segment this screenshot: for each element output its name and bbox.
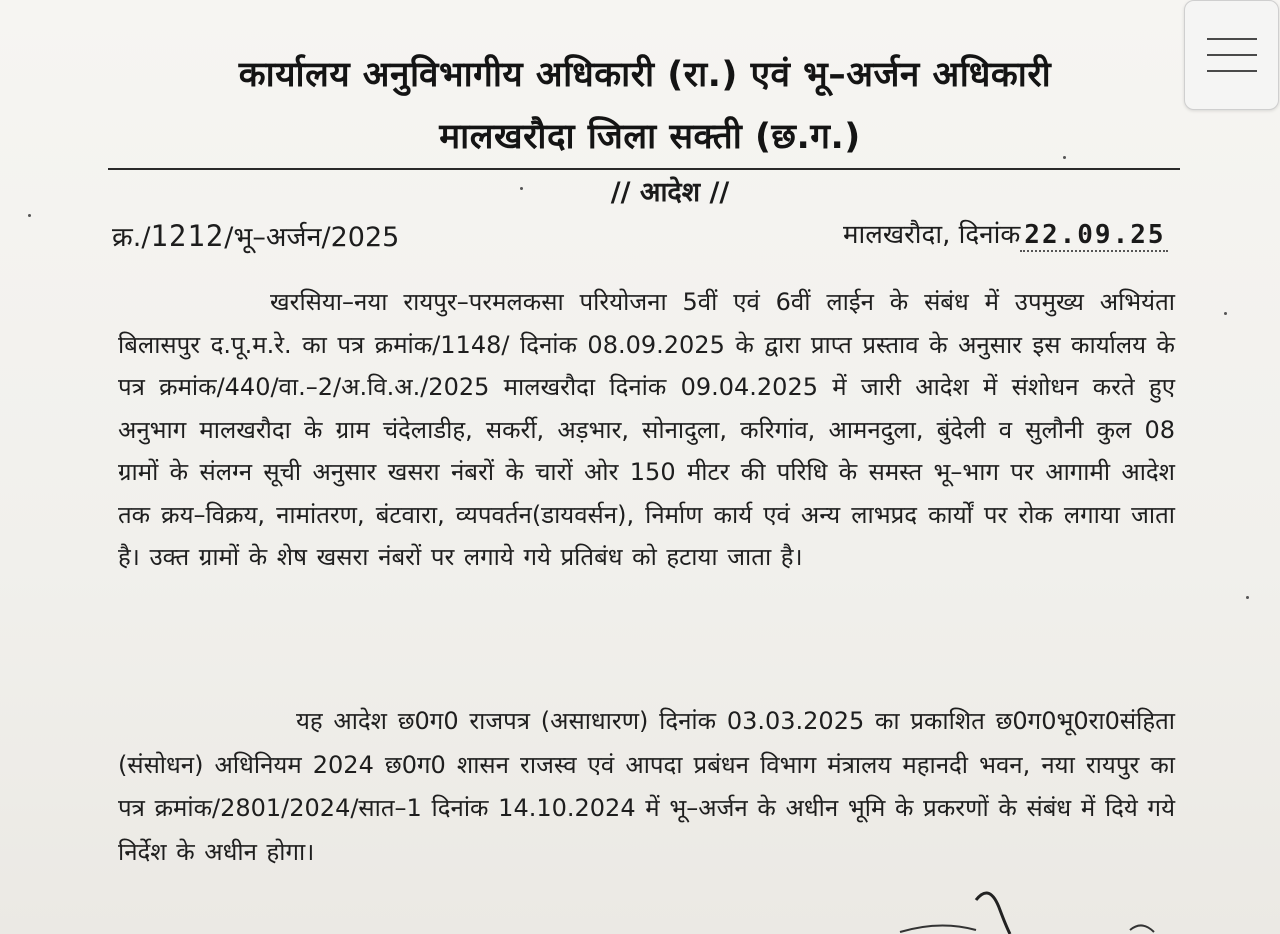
paper-speck [1224,312,1227,315]
menu-bar [1207,54,1257,56]
office-heading-line2: मालखरौदा जिला सक्ती (छ.ग.) [439,117,861,157]
date-label: मालखरौदा, दिनांक [843,220,1021,250]
reference-prefix: क्र./ [112,222,151,253]
hamburger-menu-icon[interactable] [1184,0,1279,110]
order-title: // आदेश // [610,177,730,208]
date-line [843,215,1168,251]
paper-speck [1063,156,1066,159]
menu-bar [1207,70,1257,72]
reference-number [112,217,399,254]
reference-handwritten-number: 1212 [150,219,225,253]
paper-speck [520,187,523,190]
paper-speck [1246,596,1249,599]
office-heading-line1: कार्यालय अनुविभागीय अधिकारी (रा.) एवं भू–अर्जन अधिकारी [238,55,1052,95]
order-paragraph-2: यह आदेश छ0ग0 राजपत्र (असाधारण) दिनांक 03.03.2025 का प्रकाशित छ0ग0भू0रा0संहिता (संसोधन) अधिनियम 2024 छ0ग0 शासन राजस्व एवं आपदा प्रबंधन विभाग मंत्रालय महानदी भवन, नया रायपुर का पत्र क्रमांक/2801/2024/सात–1 दिनांक 14.10.2024 में भू–अर्जन के अधीन भूमि के प्रकरणों के संबंध में दिये गये निर्देश के अधीन होगा। [118,707,1175,866]
order-paragraph-1: खरसिया–नया रायपुर–परमलकसा परियोजना 5वीं एवं 6वीं लाईन के संबंध में उपमुख्य अभियंता बिलासपुर द.पू.म.रे. का पत्र क्रमांक/1148/ दिनांक 08.09.2025 के द्वारा प्राप्त प्रस्ताव के अनुसार इस कार्यालय के पत्र क्रमांक/440/वा.–2/अ.वि.अ./2025 मालखरौदा दिनांक 09.04.2025 में जारी आदेश में संशोधन करते हुए अनुभाग मालखरौदा के ग्राम चंदेलाडीह, सकर्री, अड़भार, सोनादुला, करिगांव, आमनदुला, बुंदेली व सुलौनी कुल 08 ग्रामों के संलग्न सूची अनुसार खसरा नंबरों के चारों ओर 150 मीटर की परिधि के समस्त भू–भाग पर आगामी आदेश तक क्रय–विक्रय, नामांतरण, बंटवारा, व्यपवर्तन(डायवर्सन), निर्माण कार्य एवं अन्य लाभप्रद कार्यों पर रोक लगाया जाता है। उक्त ग्रामों के शेष खसरा नंबरों पर लगाये गये प्रतिबंध को हटाया जाता है। [118,288,1175,571]
reference-suffix: /भू–अर्जन/2025 [224,222,400,253]
handwritten-date: 22.09.25 [1024,220,1166,250]
paper-speck [28,214,31,217]
header-divider [108,168,1180,170]
menu-bar [1207,38,1257,40]
date-field [1020,220,1167,252]
signature-mark [880,880,1280,934]
